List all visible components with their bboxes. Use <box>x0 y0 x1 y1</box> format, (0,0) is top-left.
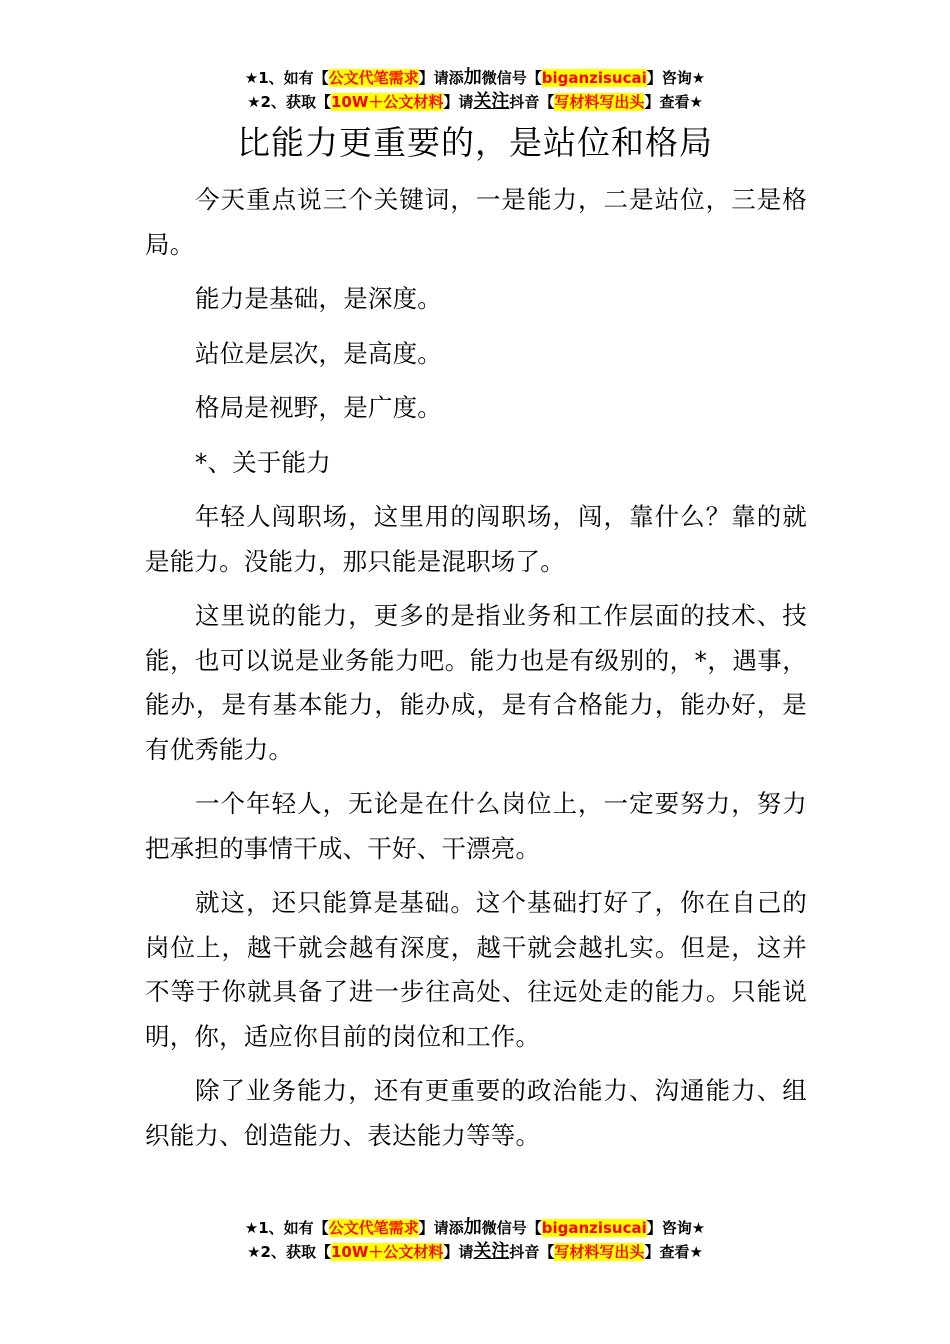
star-icon: ★ <box>689 93 703 111</box>
footer-banner-line-2: ★2、获取【10W＋公文材料】请关注抖音【写材料写出头】查看★ <box>247 1241 703 1262</box>
highlight-douyin: 写材料写出头 <box>554 93 645 111</box>
highlight-materials: 10W＋公文材料 <box>330 93 444 111</box>
star-icon: ★ <box>247 1243 261 1261</box>
header-banner-line-1: ★1、如有【公文代笔需求】请添加微信号【biganzisucai】咨询★ <box>244 67 706 88</box>
paragraph: 今天重点说三个关键词，一是能力，二是站位，三是格局。 <box>145 185 807 259</box>
highlight-ghostwriting: 公文代笔需求 <box>328 1219 419 1237</box>
section-heading: *、关于能力 <box>195 447 331 477</box>
star-icon: ★ <box>691 69 706 87</box>
star-icon: ★ <box>244 1219 259 1237</box>
star-icon: ★ <box>244 69 259 87</box>
document-body <box>145 178 807 1168</box>
paragraph: 站位是层次，是高度。 <box>195 338 442 368</box>
paragraph: 就这，还只能算是基础。这个基础打好了，你在自己的岗位上，越干就会越有深度，越干就会越扎实。但是，这并不等于你就具备了进一步往高处、往远处走的能力。只能说明，你，适应你目前的岗位和工作。 <box>145 888 807 1051</box>
header-banner <box>0 66 950 114</box>
paragraph: 能力是基础，是深度。 <box>195 284 442 313</box>
highlight-douyin: 写材料写出头 <box>554 1243 645 1261</box>
header-banner-line-2: ★2、获取【10W＋公文材料】请关注抖音【写材料写出头】查看★ <box>247 91 703 112</box>
footer-banner <box>0 1216 950 1264</box>
star-icon: ★ <box>247 93 261 111</box>
highlight-wechat-id: biganzisucai <box>541 1219 647 1237</box>
paragraph: 一个年轻人，无论是在什么岗位上，一定要努力，努力把承担的事情干成、干好、干漂亮。 <box>145 789 807 863</box>
star-icon: ★ <box>691 1219 706 1237</box>
paragraph: 除了业务能力，还有更重要的政治能力、沟通能力、组织能力、创造能力、表达能力等等。 <box>145 1076 807 1150</box>
paragraph: 格局是视野，是广度。 <box>195 393 442 422</box>
highlight-wechat-id: biganzisucai <box>541 69 647 87</box>
highlight-ghostwriting: 公文代笔需求 <box>328 69 419 87</box>
highlight-materials: 10W＋公文材料 <box>330 1243 444 1261</box>
star-icon: ★ <box>689 1243 703 1261</box>
paragraph: 这里说的能力，更多的是指业务和工作层面的技术、技能，也可以说是业务能力吧。能力也是有级别的，*，遇事，能办，是有基本能力，能办成，是有合格能力，能办好，是有优秀能力。 <box>145 601 807 764</box>
footer-banner-line-1: ★1、如有【公文代笔需求】请添加微信号【biganzisucai】咨询★ <box>244 1217 706 1238</box>
paragraph: 年轻人闯职场，这里用的闯职场，闯，靠什么？靠的就是能力。没能力，那只能是混职场了。 <box>145 502 807 576</box>
document-title: 比能力更重要的，是站位和格局 <box>237 123 713 162</box>
